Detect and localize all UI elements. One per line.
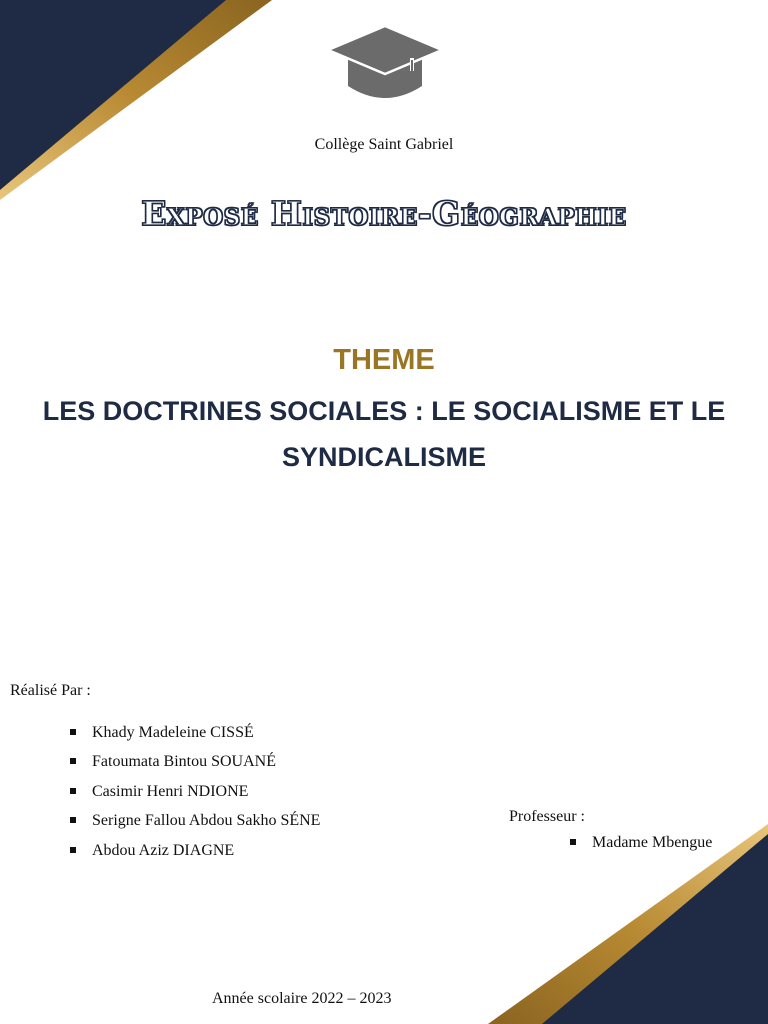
- author-item: [70, 777, 320, 807]
- professeur-name: Madame Mbengue: [592, 834, 713, 851]
- professeur-item: [570, 832, 712, 854]
- school-name: Collège Saint Gabriel: [314, 136, 454, 153]
- school-year: Année scolaire 2022 – 2023: [212, 990, 392, 1007]
- author-item: [70, 748, 320, 778]
- author-name: Fatoumata Bintou SOUANÉ: [92, 753, 276, 771]
- bottom-right-corner-decoration: [488, 824, 768, 1024]
- author-item: [70, 807, 320, 837]
- realise-par-label: Réalisé Par :: [10, 682, 91, 699]
- authors-list: [70, 718, 320, 866]
- author-item: [70, 718, 320, 748]
- theme-title: [20, 388, 748, 480]
- theme-title-line-1: LES DOCTRINES SOCIALES : LE SOCIALISME ET LE: [42, 396, 726, 426]
- author-name: Serigne Fallou Abdou Sakho SÉNE: [92, 812, 321, 830]
- author-name: Khady Madeleine CISSÉ: [92, 723, 254, 741]
- author-name: Casimir Henri NDIONE: [92, 782, 249, 800]
- graduation-cap-icon: [326, 24, 444, 104]
- theme-label: THEME: [333, 344, 435, 376]
- theme-title-line-2: SYNDICALISME: [281, 442, 487, 472]
- professeur-list: [570, 832, 712, 854]
- square-bullet-icon: [70, 817, 76, 823]
- square-bullet-icon: [70, 729, 76, 735]
- professeur-label: Professeur :: [509, 808, 585, 825]
- square-bullet-icon: [570, 839, 576, 845]
- square-bullet-icon: [70, 758, 76, 764]
- author-item: [70, 836, 320, 866]
- square-bullet-icon: [70, 847, 76, 853]
- top-left-corner-decoration: [0, 0, 280, 200]
- author-name: Abdou Aziz DIAGNE: [92, 841, 235, 859]
- square-bullet-icon: [70, 788, 76, 794]
- expose-title: Exposé Histoire-Géographie: [141, 194, 627, 233]
